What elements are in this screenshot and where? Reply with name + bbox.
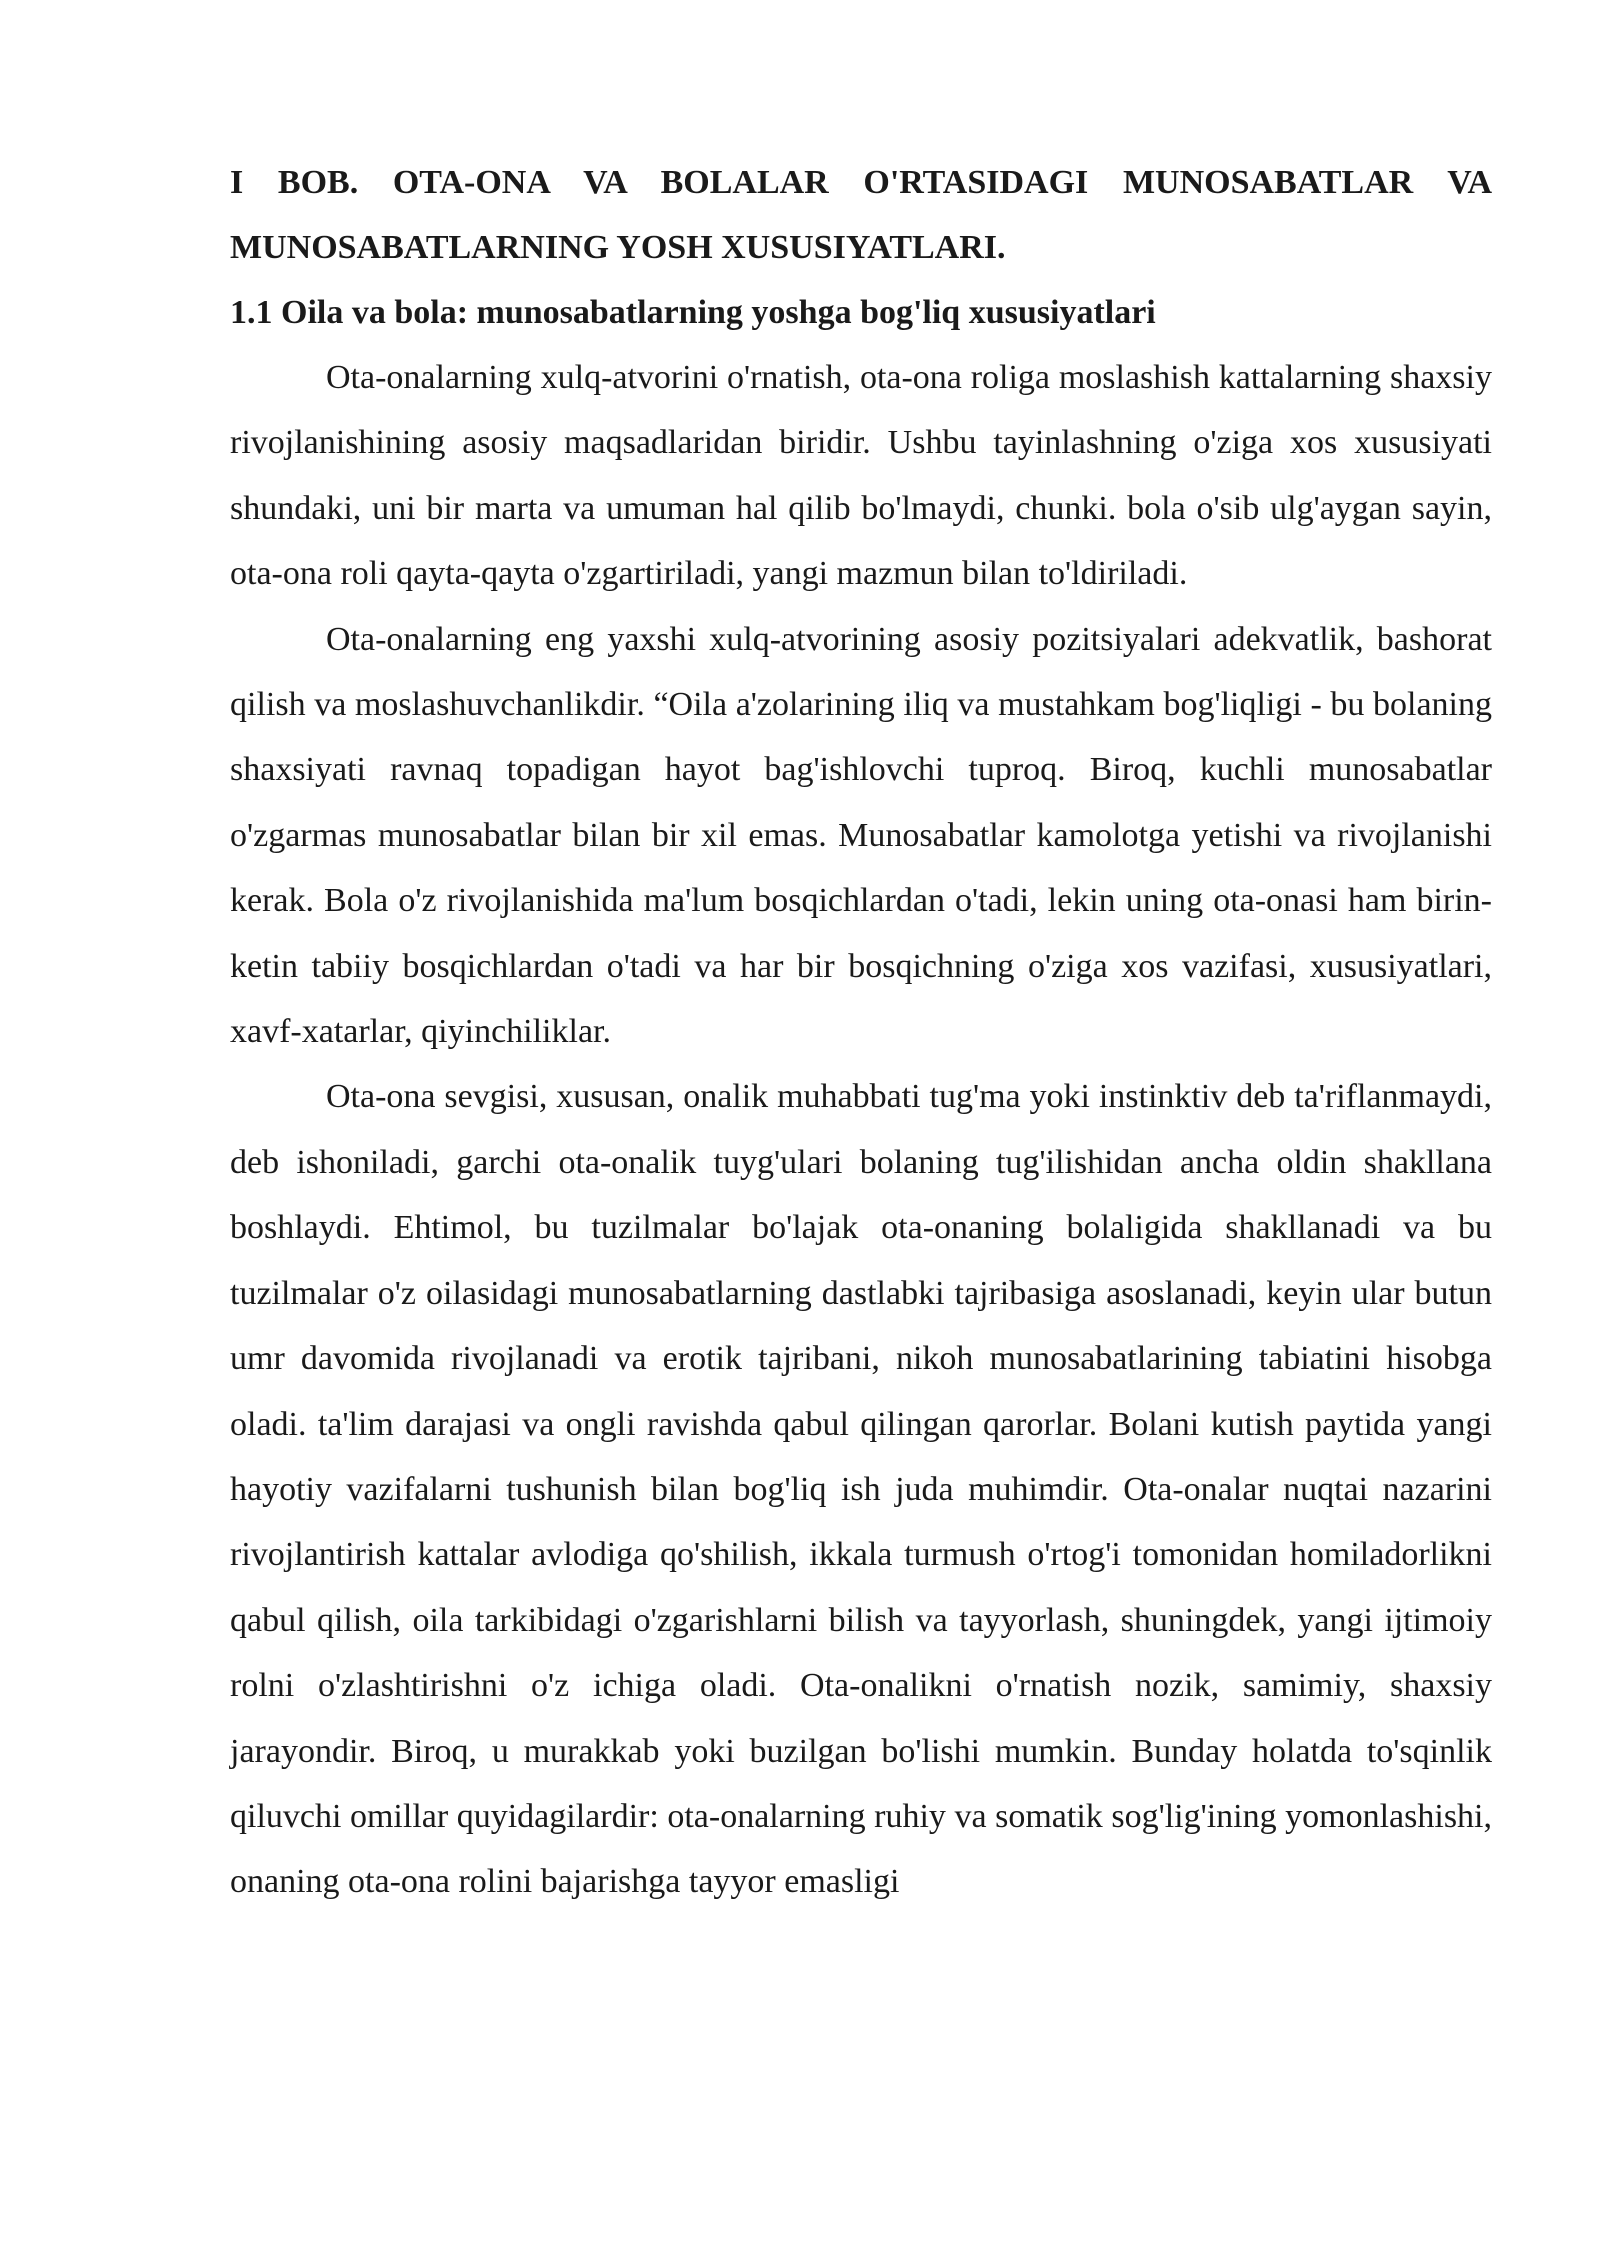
paragraph: Ota-onalarning eng yaxshi xulq-atvorining asosiy pozitsiyalari adekvatlik, bashorat qilish va moslashuvchanlikdir. “Oila a'zolarining iliq va mustahkam bog'liqligi - bu bolaning shaxsiyati ravnaq topadigan hayot bag'ishlovchi tuproq. Biroq, kuchli munosabatlar o'zgarmas munosabatlar bilan bir xil emas. Munosabatlar kamolotga yetishi va rivojlanishi kerak. Bola o'z rivojlanishida ma'lum bosqichlardan o'tadi, lekin uning ota-onasi ham birin-ketin tabiiy bosqichlardan o'tadi va har bir bosqichning o'ziga xos vazifasi, xususiyatlari, xavf-xatarlar, qiyinchiliklar. <box>230 620 1492 1051</box>
paragraph: Ota-ona sevgisi, xususan, onalik muhabbati tug'ma yoki instinktiv deb ta'riflanmaydi, deb ishoniladi, garchi ota-onalik tuyg'ulari bolaning tug'ilishidan ancha oldin shakllana boshlaydi. Ehtimol, bu tuzilmalar bo'lajak ota-onaning bolaligida shakllanadi va bu tuzilmalar o'z oilasidagi munosabatlarning dastlabki tajribasiga asoslanadi, keyin ular butun umr davomida rivojlanadi va erotik tajribani, nikoh munosabatlarining tabiatini hisobga oladi. ta'lim darajasi va ongli ravishda qabul qilingan qarorlar. Bolani kutish paytida yangi hayotiy vazifalarni tushunish bilan bog'liq ish juda muhimdir. Ota-onalar nuqtai nazarini rivojlantirish kattalar avlodiga qo'shilish, ikkala turmush o'rtog'i tomonidan homiladorlikni qabul qilish, oila tarkibidagi o'zgarishlarni bilish va tayyorlash, shuningdek, yangi ijtimoiy rolni o'zlashtirishni o'z ichiga oladi. Ota-onalikni o'rnatish nozik, samimiy, shaxsiy jarayondir. Biroq, u murakkab yoki buzilgan bo'lishi mumkin. Bunday holatda to'sqinlik qiluvchi omillar quyidagilardir: ota-onalarning ruhiy va somatik sog'lig'ining yomonlashishi, onaning ota-ona rolini bajarishga tayyor emasligi <box>230 1078 1492 1901</box>
document-page <box>230 150 1492 1915</box>
chapter-title: I BOB. OTA-ONA VA BOLALAR O'RTASIDAGI MUNOSABATLAR VA MUNOSABATLARNING YOSH XUSUSIYATLARI. <box>230 164 1492 266</box>
paragraph: Ota-onalarning xulq-atvorini o'rnatish, ota-ona roliga moslashish kattalarning shaxsiy rivojlanishining asosiy maqsadlaridan biridir. Ushbu tayinlashning o'ziga xos xususiyati shundaki, uni bir marta va umuman hal qilib bo'lmaydi, chunki. bola o'sib ulg'aygan sayin, ota-ona roli qayta-qayta o'zgartiriladi, yangi mazmun bilan to'ldiriladi. <box>230 359 1492 593</box>
section-title: 1.1 Oila va bola: munosabatlarning yoshga bog'liq xususiyatlari <box>230 294 1156 331</box>
